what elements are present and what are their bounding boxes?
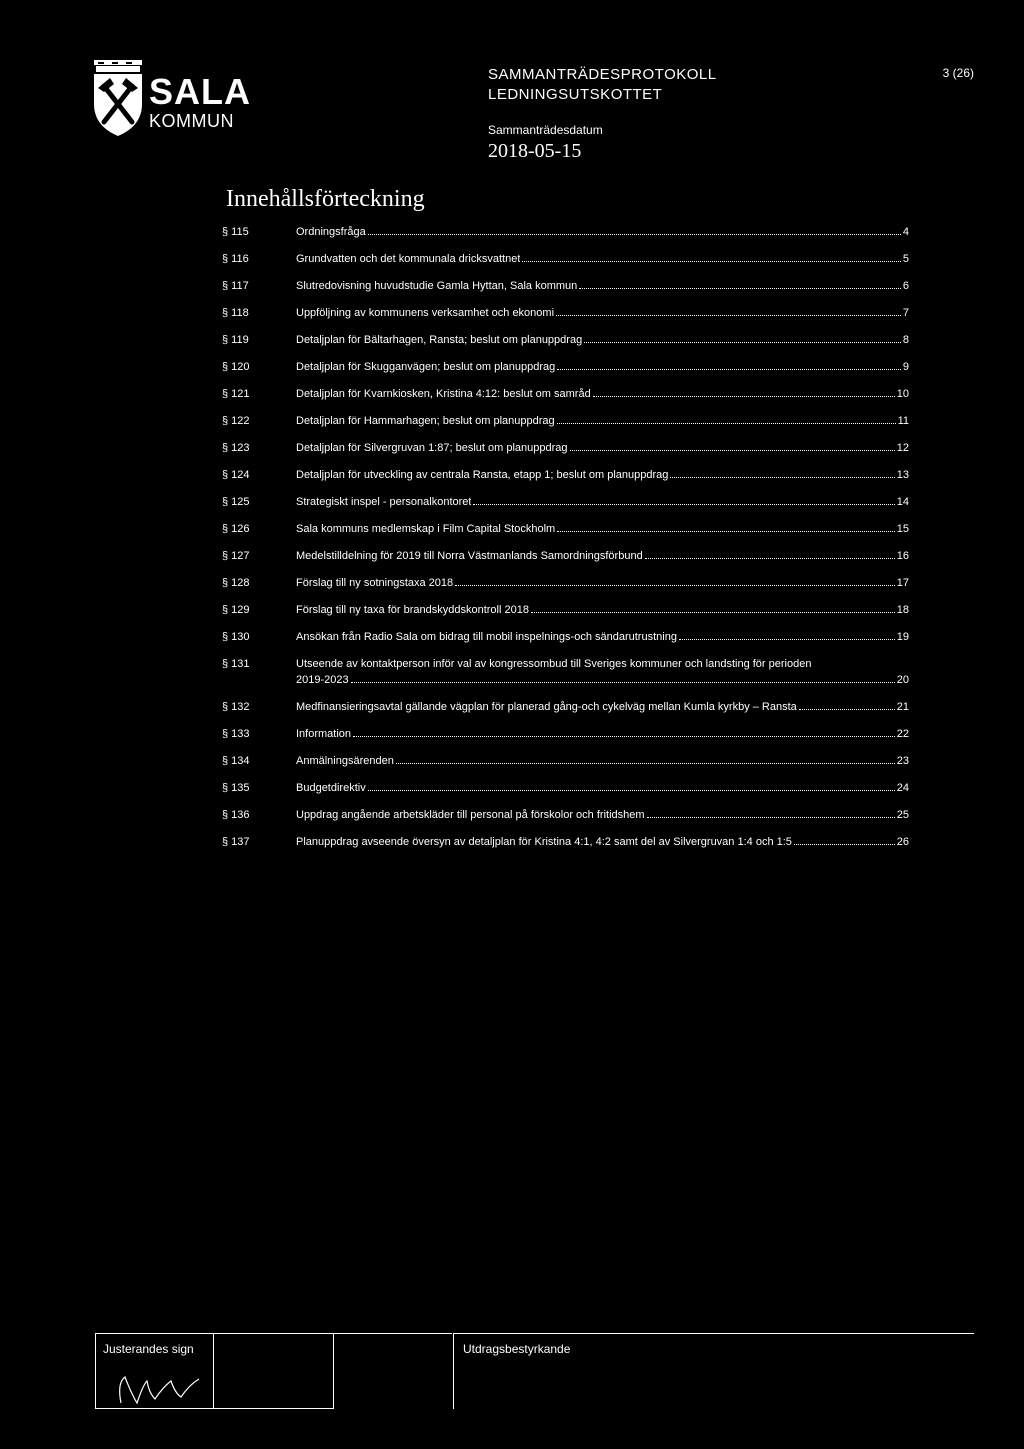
toc-entry-title: Ansökan från Radio Sala om bidrag till mobil inspelnings-och sändarutrustning (296, 631, 677, 643)
toc-entry-body (296, 834, 909, 850)
toc-entry-title: Ordningsfråga (296, 226, 366, 238)
toc-entry (222, 602, 909, 618)
meeting-date: 2018-05-15 (488, 140, 582, 162)
toc-entry (222, 656, 909, 688)
toc-page-number: 17 (896, 577, 909, 589)
toc-entry-title: Uppdrag angående arbetskläder till personal på förskolor och fritidshem (296, 809, 645, 821)
toc-entry-body (296, 629, 909, 645)
toc-entry-title: Planuppdrag avseende översyn av detaljplan för Kristina 4:1, 4:2 samt del av Silvergruvan 1:4 och 1:5 (296, 836, 792, 848)
toc-entry (222, 807, 909, 823)
sign-label: Justerandes sign (103, 1342, 194, 1356)
toc-entry (222, 548, 909, 564)
toc-section-number: § 128 (222, 577, 250, 589)
toc-page-number: 7 (902, 307, 909, 319)
toc-entry (222, 278, 909, 294)
committee-name: LEDNINGSUTSKOTTET (488, 86, 663, 103)
toc-entry-body (296, 440, 909, 456)
footer-topline (332, 1333, 452, 1334)
toc-section-number: § 120 (222, 361, 250, 373)
toc-entry-body (296, 467, 909, 483)
utdrag-label: Utdragsbestyrkande (463, 1342, 571, 1356)
toc-entry-body (296, 753, 909, 769)
toc-entry-body (296, 224, 909, 240)
toc-entry-body (296, 699, 909, 715)
toc-entry-title: Detaljplan för Silvergruvan 1:87; beslut om planuppdrag (296, 442, 568, 454)
toc-section-number: § 122 (222, 415, 250, 427)
toc-entry-title: Detaljplan för utveckling av centrala Ransta, etapp 1; beslut om planuppdrag (296, 469, 669, 481)
toc-entry-title: Detaljplan för Skugganvägen; beslut om planuppdrag (296, 361, 556, 373)
toc-entry (222, 521, 909, 537)
toc-entry (222, 575, 909, 591)
toc-entry (222, 753, 909, 769)
toc-entry-title: 2019-2023 (296, 674, 349, 686)
toc-page-number: 9 (902, 361, 909, 373)
toc-section-number: § 125 (222, 496, 250, 508)
toc-dot-leader (557, 359, 901, 370)
toc-entry-title: Slutredovisning huvudstudie Gamla Hyttan, Sala kommun (296, 280, 578, 292)
toc-dot-leader (679, 629, 895, 640)
meeting-date-label: Sammanträdesdatum (488, 123, 603, 137)
toc-page-number: 25 (896, 809, 909, 821)
toc-page-number: 5 (902, 253, 909, 265)
toc-dot-leader (584, 332, 901, 343)
signature-footer (95, 1333, 974, 1409)
toc-section-number: § 117 (222, 280, 249, 292)
toc-entry (222, 386, 909, 402)
toc-dot-leader (645, 548, 895, 559)
toc-dot-leader (353, 726, 895, 737)
toc-entry-title: Detaljplan för Kvarnkiosken, Kristina 4:12: beslut om samråd (296, 388, 591, 400)
toc-entry-body (296, 332, 909, 348)
toc-page-number: 13 (896, 469, 909, 481)
toc-entry-title: Medfinansieringsavtal gällande vägplan för planerad gång-och cykelväg mellan Kumla kyrkby – Ransta (296, 701, 797, 713)
logo-name: SALA (149, 71, 251, 112)
municipal-crest-icon (92, 60, 144, 138)
toc-dot-leader (670, 467, 894, 478)
toc-section-number: § 135 (222, 782, 250, 794)
toc-entry (222, 413, 909, 429)
toc-entry-body (296, 494, 909, 510)
toc-dot-leader (799, 699, 895, 710)
toc-entry (222, 440, 909, 456)
sala-kommun-logo (92, 60, 252, 140)
toc-page-number: 26 (896, 836, 909, 848)
toc-entry-title: Förslag till ny sotningstaxa 2018 (296, 577, 454, 589)
toc-entry-title: Information (296, 728, 352, 740)
signature-box-divider (213, 1333, 214, 1409)
utdrag-box-divider (453, 1333, 454, 1409)
toc-dot-leader (593, 386, 895, 397)
toc-entry-body (296, 359, 909, 375)
toc-entry-body (296, 251, 909, 267)
toc-dot-leader (351, 672, 895, 683)
toc-entry (222, 726, 909, 742)
toc-entry-title: Anmälningsärenden (296, 755, 394, 767)
toc-entry-body (296, 780, 909, 796)
toc-entry-body (296, 278, 909, 294)
toc-page-number: 24 (896, 782, 909, 794)
toc-dot-leader (473, 494, 894, 505)
toc-dot-leader (368, 780, 895, 791)
toc-entry-body (296, 726, 909, 742)
toc-page-number: 15 (896, 523, 909, 535)
toc-entry (222, 305, 909, 321)
toc-dot-leader (522, 251, 900, 262)
toc-page-number: 20 (896, 674, 909, 686)
toc-dot-leader (579, 278, 901, 289)
toc-entry-title: Detaljplan för Bältarhagen, Ransta; beslut om planuppdrag (296, 334, 583, 346)
toc-entry (222, 699, 909, 715)
toc-page-number: 14 (896, 496, 909, 508)
toc-dot-leader (557, 521, 895, 532)
toc-section-number: § 137 (222, 836, 250, 848)
toc-entry-title: Sala kommuns medlemskap i Film Capital Stockholm (296, 523, 556, 535)
toc-page-number: 6 (902, 280, 909, 292)
toc-dot-leader (556, 305, 901, 316)
toc-section-number: § 126 (222, 523, 250, 535)
toc-page-number: 12 (896, 442, 909, 454)
toc-page-number: 19 (896, 631, 909, 643)
toc-entry-body (296, 413, 909, 429)
logo-subtitle: KOMMUN (149, 111, 234, 131)
toc-page-number: 22 (896, 728, 909, 740)
handwritten-signature (115, 1363, 205, 1407)
toc-page-number: 21 (896, 701, 909, 713)
toc-dot-leader (531, 602, 895, 613)
toc-entry-body (296, 305, 909, 321)
toc-entry-title: Strategiskt inspel - personalkontoret (296, 496, 472, 508)
toc-dot-leader (794, 834, 895, 845)
toc-entry-body (296, 807, 909, 823)
toc-section-number: § 127 (222, 550, 250, 562)
toc-section-number: § 129 (222, 604, 250, 616)
page-number: 3 (26) (942, 66, 974, 80)
toc-entry-title: Medelstilldelning för 2019 till Norra Västmanlands Samordningsförbund (296, 550, 643, 562)
toc-page-number: 23 (896, 755, 909, 767)
toc-entry-body (296, 656, 909, 688)
toc-section-number: § 115 (222, 226, 249, 238)
toc-page-number: 4 (902, 226, 909, 238)
toc-section-number: § 123 (222, 442, 250, 454)
toc-entry-body (296, 548, 909, 564)
toc-entry-body (296, 575, 909, 591)
toc-section-number: § 132 (222, 701, 250, 713)
toc-section-number: § 119 (222, 334, 249, 346)
toc-section-number: § 118 (222, 307, 249, 319)
toc-entry-title: Grundvatten och det kommunala dricksvattnet (296, 253, 521, 265)
toc-entry-body (296, 386, 909, 402)
toc-entry-body (296, 521, 909, 537)
toc-entry (222, 494, 909, 510)
toc-page-number: 8 (902, 334, 909, 346)
toc-page-number: 16 (896, 550, 909, 562)
toc-entry-title: Uppföljning av kommunens verksamhet och ekonomi (296, 307, 555, 319)
toc-section-number: § 116 (222, 253, 249, 265)
toc-entry (222, 629, 909, 645)
toc-page-number: 11 (897, 415, 909, 427)
toc-entry-title: Detaljplan för Hammarhagen; beslut om planuppdrag (296, 415, 555, 427)
toc-dot-leader (570, 440, 895, 451)
toc-entry (222, 251, 909, 267)
footer-topline-right (453, 1333, 974, 1334)
toc-section-number: § 124 (222, 469, 250, 481)
toc-entry (222, 359, 909, 375)
toc-entry-title: Budgetdirektiv (296, 782, 366, 794)
toc-dot-leader (647, 807, 895, 818)
document-type: SAMMANTRÄDESPROTOKOLL (488, 66, 717, 83)
toc-entry (222, 224, 909, 240)
toc-entry (222, 467, 909, 483)
toc-page-number: 10 (896, 388, 909, 400)
toc-section-number: § 121 (222, 388, 250, 400)
toc-section-number: § 136 (222, 809, 250, 821)
toc-entry-body (296, 602, 909, 618)
toc-dot-leader (368, 224, 901, 235)
toc-entry (222, 834, 909, 850)
toc-page-number: 18 (896, 604, 909, 616)
toc-entry (222, 780, 909, 796)
toc-section-number: § 131 (222, 658, 250, 670)
toc-section-number: § 130 (222, 631, 250, 643)
toc-dot-leader (396, 753, 895, 764)
toc-entry-title-line1: Utseende av kontaktperson inför val av kongressombud till Sveriges kommuner och landsting för perioden (296, 658, 812, 670)
toc-section-number: § 134 (222, 755, 250, 767)
toc-entry (222, 332, 909, 348)
toc-section-number: § 133 (222, 728, 250, 740)
table-of-contents (222, 224, 909, 861)
toc-dot-leader (557, 413, 896, 424)
toc-heading: Innehållsförteckning (226, 186, 425, 212)
toc-entry-title: Förslag till ny taxa för brandskyddskontroll 2018 (296, 604, 529, 616)
toc-dot-leader (455, 575, 895, 586)
